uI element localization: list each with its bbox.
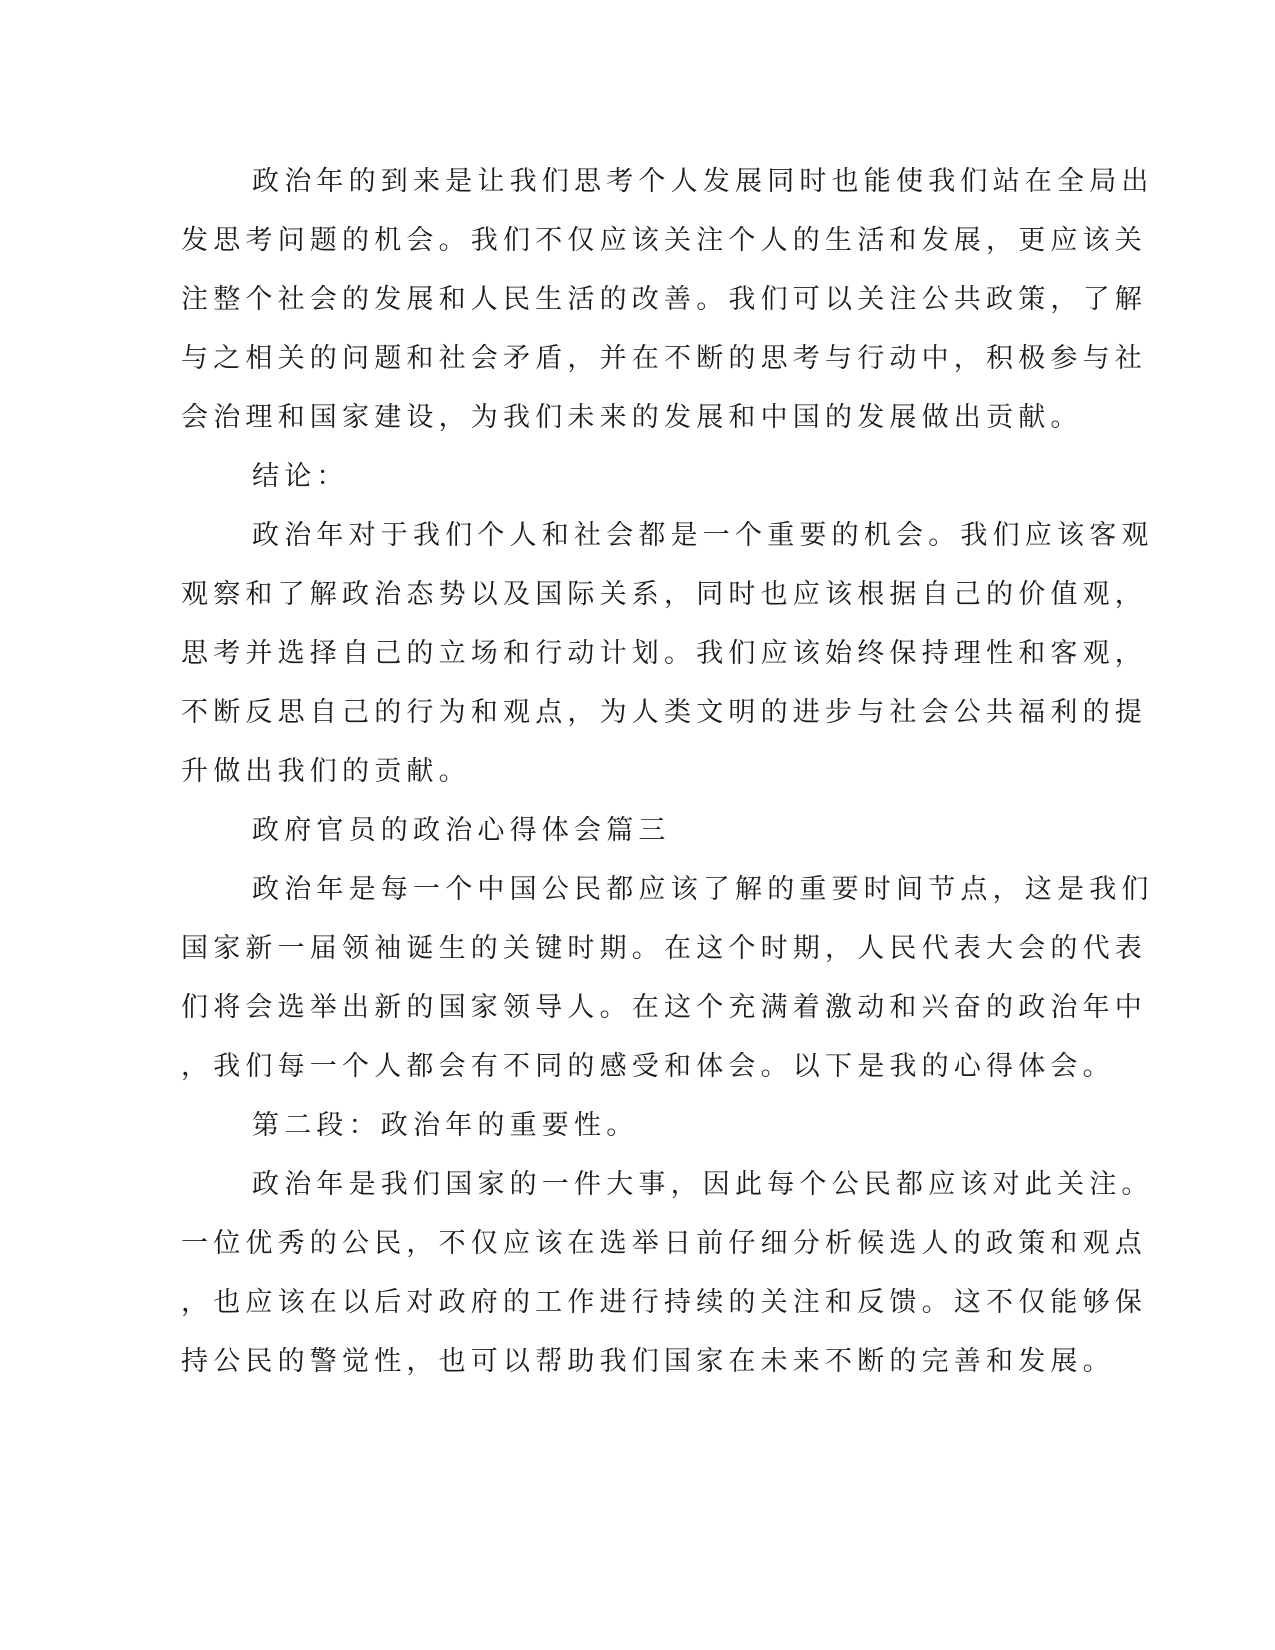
text-line: 政治年对于我们个人和社会都是一个重要的机会。我们应该客观: [252, 520, 1154, 551]
text-line: 注整个社会的发展和人民生活的改善。我们可以关注公共政策，了解: [181, 284, 1147, 315]
text-line: 政治年是每一个中国公民都应该了解的重要时间节点，这是我们: [252, 874, 1154, 905]
text-line: 观察和了解政治态势以及国际关系，同时也应该根据自己的价值观，: [181, 579, 1147, 610]
text-line: 与之相关的问题和社会矛盾，并在不断的思考与行动中，积极参与社: [181, 343, 1147, 374]
text-line: 政治年的到来是让我们思考个人发展同时也能使我们站在全局出: [252, 166, 1154, 197]
text-line: 升做出我们的贡献。: [181, 756, 471, 787]
text-line: 一位优秀的公民，不仅应该在选举日前仔细分析候选人的政策和观点: [181, 1228, 1147, 1259]
text-line: 不断反思自己的行为和观点，为人类文明的进步与社会公共福利的提: [181, 697, 1147, 728]
section-heading: 结论：: [252, 461, 349, 492]
text-line: 持公民的警觉性，也可以帮助我们国家在未来不断的完善和发展。: [181, 1346, 1115, 1377]
text-line: 思考并选择自己的立场和行动计划。我们应该始终保持理性和客观，: [181, 638, 1147, 669]
section-heading: 政府官员的政治心得体会篇三: [252, 815, 671, 846]
text-line: ，我们每一个人都会有不同的感受和体会。以下是我的心得体会。: [181, 1051, 1115, 1082]
text-line: 发思考问题的机会。我们不仅应该关注个人的生活和发展，更应该关: [181, 225, 1147, 256]
text-line: 会治理和国家建设，为我们未来的发展和中国的发展做出贡献。: [181, 402, 1083, 433]
section-heading: 第二段：政治年的重要性。: [252, 1110, 639, 1141]
text-line: 国家新一届领袖诞生的关键时期。在这个时期，人民代表大会的代表: [181, 933, 1147, 964]
text-line: ，也应该在以后对政府的工作进行持续的关注和反馈。这不仅能够保: [181, 1287, 1147, 1318]
text-line: 们将会选举出新的国家领导人。在这个充满着激动和兴奋的政治年中: [181, 992, 1147, 1023]
text-line: 政治年是我们国家的一件大事，因此每个公民都应该对此关注。: [252, 1169, 1154, 1200]
